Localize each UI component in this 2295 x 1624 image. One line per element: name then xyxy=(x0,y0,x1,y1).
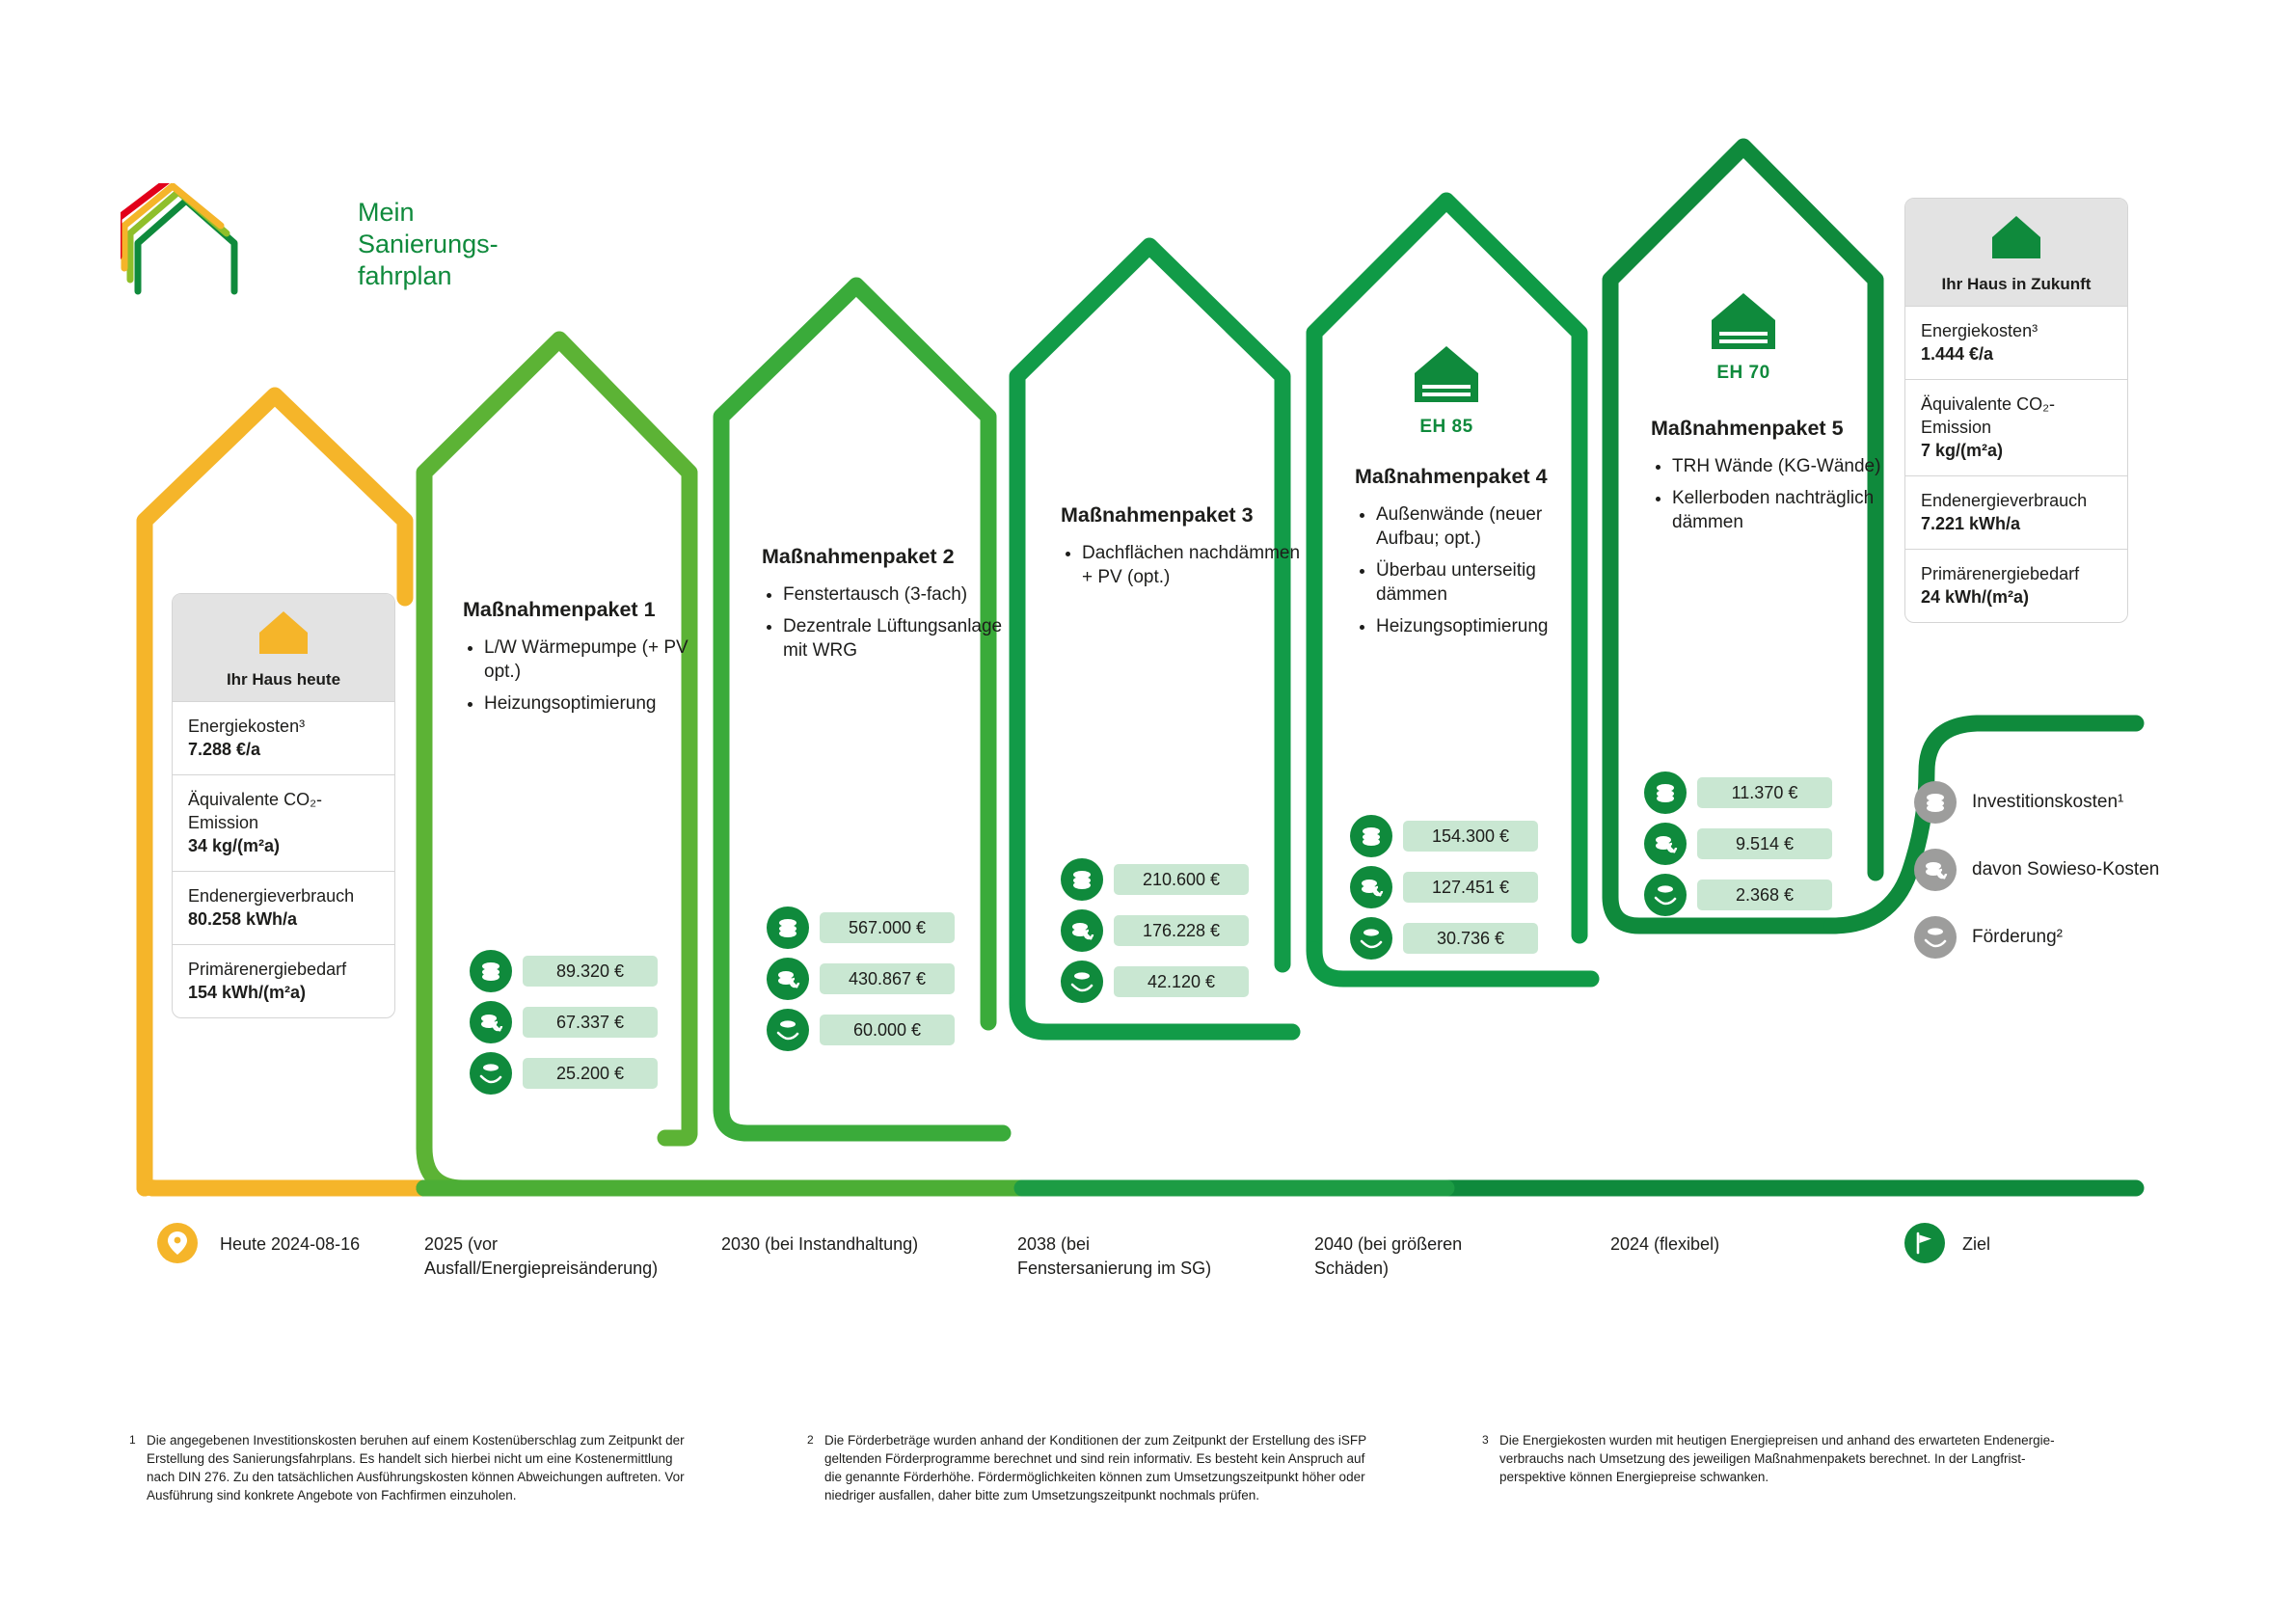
cost-value: 127.451 € xyxy=(1403,872,1538,903)
cost-row-investment xyxy=(767,907,979,949)
cost-row-foerderung xyxy=(470,1052,682,1095)
package-3-list xyxy=(1061,541,1302,589)
timeline-label-4: 2040 (bei größeren Schäden) xyxy=(1314,1234,1463,1278)
package-2 xyxy=(762,545,1003,670)
footnote-1 xyxy=(129,1431,696,1504)
logo-line-3: fahrplan xyxy=(358,261,452,290)
footnote-2-text: Die Förderbeträge wurden anhand der Konditionen der zum Zeitpunkt der Erstellung des iSFP geltenden Förderprogramme berechnet und sind rein informativ. Es besteht kein Anspruch auf die genannte Förderhöhe. Fördermöglichkeiten können zum Umsetzungszeitpunkt höher oder niedriger ausfallen, daher bitte zum Umsetzungszeitpunkt nochmals prüfen. xyxy=(824,1433,1366,1502)
pin-icon xyxy=(157,1223,198,1263)
coins-icon xyxy=(1061,858,1103,901)
list-item: • Kellerboden nachträglich dämmen xyxy=(1672,486,1892,534)
legend-label: Investitionskosten¹ xyxy=(1972,792,2124,812)
flag-icon xyxy=(1904,1223,1945,1263)
hand-coins-icon xyxy=(1350,917,1392,960)
timeline-label-3: 2038 (bei Fenstersanierung im SG) xyxy=(1017,1234,1212,1278)
future-card-title: Ihr Haus in Zukunft xyxy=(1941,275,2092,293)
hand-coins-icon xyxy=(1644,874,1687,916)
timeline-label-6: Ziel xyxy=(1962,1234,1991,1254)
list-item: • L/W Wärmepumpe (+ PV opt.) xyxy=(484,636,704,684)
cost-row-foerderung xyxy=(1350,917,1562,960)
footnote-2-num: 2 xyxy=(807,1433,814,1447)
package-4-title: Maßnahmenpaket 4 xyxy=(1355,465,1548,488)
timeline-label-5: 2024 (flexibel) xyxy=(1610,1234,1720,1254)
package-2-list xyxy=(762,582,1003,663)
timeline-label-2: 2030 (bei Instandhaltung) xyxy=(721,1234,919,1254)
eh85-house-icon xyxy=(1403,342,1490,413)
cost-value: 60.000 € xyxy=(820,1015,955,1045)
coins-wrench-icon xyxy=(1061,909,1103,952)
list-item: • Außenwände (neuer Aufbau; opt.) xyxy=(1376,502,1596,551)
coins-icon xyxy=(1914,781,1957,824)
package-5-list xyxy=(1651,454,1892,534)
coins-icon xyxy=(470,950,512,992)
house-icon xyxy=(256,608,311,658)
cost-value: 11.370 € xyxy=(1697,777,1832,808)
cost-value: 67.337 € xyxy=(523,1007,658,1038)
cost-value: 210.600 € xyxy=(1114,864,1249,895)
package-1-costs xyxy=(470,950,682,1103)
today-row-0-label: Energiekosten³ xyxy=(188,717,306,736)
future-row-2-label: Endenergieverbrauch xyxy=(1921,491,2088,510)
future-row-2-value: 7.221 kWh/a xyxy=(1921,514,2021,533)
coins-wrench-icon xyxy=(1914,849,1957,891)
package-4-list xyxy=(1355,502,1596,638)
footnote-1-num: 1 xyxy=(129,1433,136,1447)
today-row-3-label: Primärenergiebedarf xyxy=(188,960,347,979)
legend-label: Förderung² xyxy=(1972,927,2063,947)
logo xyxy=(121,183,499,318)
timeline-label-1: 2025 (vor Ausfall/Energiepreisänderung) xyxy=(424,1234,659,1278)
house-icon xyxy=(1988,212,2044,262)
today-row-0 xyxy=(173,701,394,774)
package-5-costs xyxy=(1644,771,1856,925)
cost-value: 567.000 € xyxy=(820,912,955,943)
future-row-1 xyxy=(1905,379,2127,475)
cost-row-foerderung xyxy=(1061,961,1273,1003)
package-3-costs xyxy=(1061,858,1273,1012)
package-4-costs xyxy=(1350,815,1562,968)
cost-row-sowieso xyxy=(1644,823,1856,865)
list-item: • Überbau unterseitig dämmen xyxy=(1376,558,1596,607)
today-row-0-value: 7.288 €/a xyxy=(188,740,261,759)
coins-wrench-icon xyxy=(1644,823,1687,865)
hand-coins-icon xyxy=(470,1052,512,1095)
package-1-list xyxy=(463,636,704,716)
cost-row-sowieso xyxy=(1061,909,1273,952)
footnote-3 xyxy=(1482,1431,2078,1486)
cost-row-investment xyxy=(1061,858,1273,901)
today-row-3-value: 154 kWh/(m²a) xyxy=(188,983,307,1002)
list-item: • Dachflächen nachdämmen + PV (opt.) xyxy=(1082,541,1302,589)
cost-value: 42.120 € xyxy=(1114,966,1249,997)
cost-value: 25.200 € xyxy=(523,1058,658,1089)
hand-coins-icon xyxy=(1061,961,1103,1003)
today-row-1 xyxy=(173,774,394,871)
coins-icon xyxy=(1644,771,1687,814)
cost-value: 9.514 € xyxy=(1697,828,1832,859)
logo-line-1: Mein xyxy=(358,198,415,227)
footnote-1-text: Die angegebenen Investitionskosten beruhen auf einem Kostenüberschlag zum Zeitpunkt der Erstellung des Sanierungsfahrplans. Es handelt sich hierbei nicht um eine Kostenermittlung nach DIN 276. Zu den tatsächlichen Ausführungskosten können Abweichungen auftreten. Vor Ausführung sind konkrete Angebote von Fachfirmen einzuholen. xyxy=(147,1433,685,1502)
cost-row-investment xyxy=(1350,815,1562,857)
today-card xyxy=(172,593,395,1018)
eh-label-5: EH 70 xyxy=(1716,363,1770,383)
cost-row-sowieso xyxy=(470,1001,682,1043)
timeline-label-0: Heute 2024-08-16 xyxy=(220,1234,361,1254)
legend-label: davon Sowieso-Kosten xyxy=(1972,859,2160,880)
future-row-1-label: Äquivalente CO₂-Emission xyxy=(1921,394,2056,437)
coins-icon xyxy=(767,907,809,949)
cost-row-investment xyxy=(470,950,682,992)
future-row-1-value: 7 kg/(m²a) xyxy=(1921,441,2004,460)
legend-item-sowieso-kosten xyxy=(1914,849,2232,891)
package-2-costs xyxy=(767,907,979,1060)
package-3-title: Maßnahmenpaket 3 xyxy=(1061,503,1254,527)
today-row-3 xyxy=(173,944,394,1017)
coins-wrench-icon xyxy=(1350,866,1392,908)
today-row-2 xyxy=(173,871,394,944)
cost-value: 430.867 € xyxy=(820,963,955,994)
list-item: • Heizungsoptimierung xyxy=(484,691,704,716)
coins-wrench-icon xyxy=(470,1001,512,1043)
legend-item-foerderung xyxy=(1914,916,2232,959)
cost-value: 2.368 € xyxy=(1697,880,1832,910)
cost-row-foerderung xyxy=(1644,874,1856,916)
cost-row-investment xyxy=(1644,771,1856,814)
cost-value: 176.228 € xyxy=(1114,915,1249,946)
today-row-2-value: 80.258 kWh/a xyxy=(188,909,298,929)
cost-value: 89.320 € xyxy=(523,956,658,987)
footnote-3-text: Die Energiekosten wurden mit heutigen Energiepreisen und anhand des erwarteten Endenergie-verbrauchs nach Umsetzung des jeweiligen Maßnahmenpakets berechnet. In der Langfrist-perspektive können Energiepreise schwanken. xyxy=(1499,1433,2055,1484)
package-1 xyxy=(463,598,704,723)
package-1-title: Maßnahmenpaket 1 xyxy=(463,598,656,621)
future-row-3-value: 24 kWh/(m²a) xyxy=(1921,587,2030,607)
today-row-1-label: Äquivalente CO₂-Emission xyxy=(188,790,323,832)
future-card-header xyxy=(1905,199,2127,306)
future-row-2 xyxy=(1905,475,2127,549)
package-5 xyxy=(1651,417,1892,542)
cost-value: 30.736 € xyxy=(1403,923,1538,954)
eh70-house-icon xyxy=(1700,289,1787,360)
today-card-title: Ihr Haus heute xyxy=(226,670,341,689)
list-item: • Dezentrale Lüftungsanlage mit WRG xyxy=(783,614,1003,663)
list-item: • Fenstertausch (3-fach) xyxy=(783,582,1003,607)
future-card xyxy=(1904,198,2128,623)
cost-row-sowieso xyxy=(1350,866,1562,908)
package-3 xyxy=(1061,503,1302,597)
package-4 xyxy=(1355,465,1596,646)
future-row-3 xyxy=(1905,549,2127,622)
footnote-3-num: 3 xyxy=(1482,1433,1489,1447)
legend-item-investitionskosten xyxy=(1914,781,2232,824)
cost-row-sowieso xyxy=(767,958,979,1000)
list-item: • TRH Wände (KG-Wände) xyxy=(1672,454,1892,478)
future-row-3-label: Primärenergiebedarf xyxy=(1921,564,2080,583)
future-row-0-value: 1.444 €/a xyxy=(1921,344,1994,364)
hand-coins-icon xyxy=(767,1009,809,1051)
eh-label-4: EH 85 xyxy=(1419,417,1473,437)
logo-line-2: Sanierungs- xyxy=(358,230,499,258)
today-card-header xyxy=(173,594,394,701)
future-row-0-label: Energiekosten³ xyxy=(1921,321,2038,340)
package-5-title: Maßnahmenpaket 5 xyxy=(1651,417,1844,440)
list-item: • Heizungsoptimierung xyxy=(1376,614,1596,638)
legend xyxy=(1914,781,2232,984)
footnote-2 xyxy=(807,1431,1374,1504)
hand-coins-icon xyxy=(1914,916,1957,959)
logo-text xyxy=(358,197,499,292)
coins-icon xyxy=(1350,815,1392,857)
package-2-title: Maßnahmenpaket 2 xyxy=(762,545,955,568)
today-row-2-label: Endenergieverbrauch xyxy=(188,886,355,906)
future-row-0 xyxy=(1905,306,2127,379)
cost-value: 154.300 € xyxy=(1403,821,1538,852)
today-row-1-value: 34 kg/(m²a) xyxy=(188,836,281,855)
cost-row-foerderung xyxy=(767,1009,979,1051)
coins-wrench-icon xyxy=(767,958,809,1000)
